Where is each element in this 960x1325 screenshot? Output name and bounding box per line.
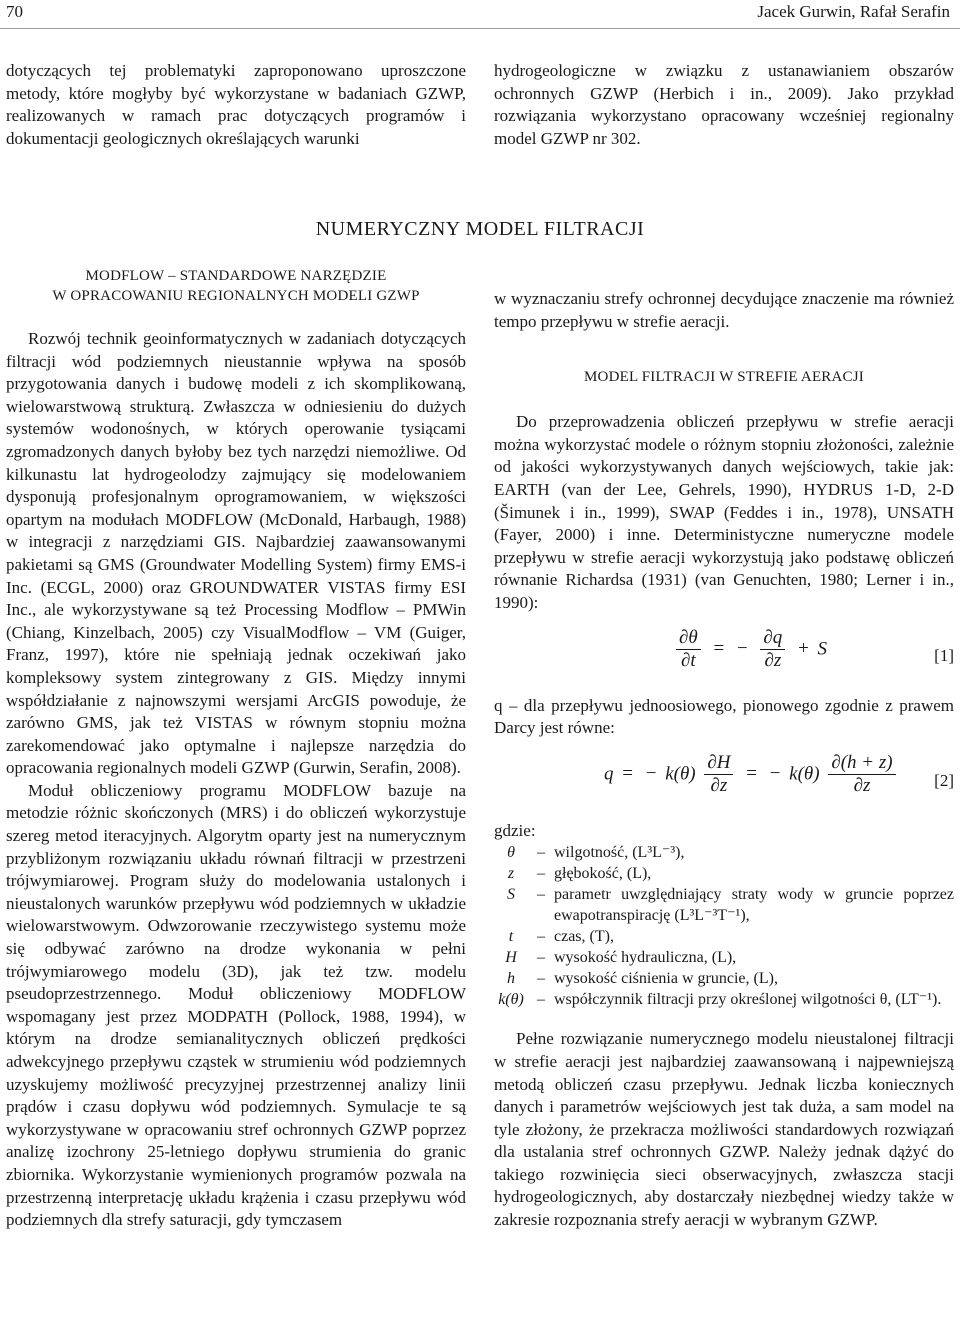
- equation-1: [494, 627, 954, 687]
- symbol-definitions: [494, 820, 954, 1011]
- definition-item: t – czas, (T),: [508, 928, 614, 946]
- paragraph: Pełne rozwiązanie numerycznego modelu nieustalonej filtracji w strefie aeracji jest najbardziej zaawansowaną i najpewniejszą metodą obliczeń czasu przepływu. Jednak liczba koniecznych danych i parametrów wejściowych jest tak duża, a sam model na tyle złożony, że przekracza możliwości standardowych rozwiązań dla ustalania stref ochronnych GZWP. Należy jednak dążyć do takiego rozwinięcia sieci obserwacyjnych, zwłaszcza stacji hydrogeologicznych, aby dostarczały niezbędnej wiedzy także w zakresie rozpoznania strefy aeracji w wybranym GZWP.: [494, 1029, 954, 1230]
- definition-item: z – głębokość, (L),: [507, 865, 652, 883]
- definition-item: h – wysokość ciśnienia w gruncie, (L),: [507, 970, 778, 988]
- top-right-column: [494, 60, 954, 150]
- definition-item: S – parametr uwzględniający straty wody w gruncie poprzez ewapotranspirację (L³L⁻³T⁻¹),: [507, 886, 954, 925]
- equation-1-number: [1]: [934, 645, 954, 665]
- equation-2-body: q = − k(θ) $\frac{\partial H}{\partial z}$ = − k(θ) $\frac{\partial(h + z)}{\partial z}$: [604, 752, 900, 798]
- definition-item: θ – wilgotność, (L³L⁻³),: [507, 844, 685, 862]
- page-header: [0, 0, 960, 36]
- subsection-heading: [6, 266, 466, 306]
- paragraph: Rozwój technik geoinformatycznych w zadaniach dotyczących filtracji wód podziemnych nieustannie wpływa na sposób przygotowania danych i budowę modeli z ich skomplikowaną, wielowarstwową strukturą. Zwłaszcza w odniesieniu do dużych systemów wodonośnych, w których operowanie tysiącami zgromadzonych danych byłoby bez tych narzędzi niemożliwe. Od kilkunastu lat hydrogeolodzy zajmujący się modelowaniem dysponują profesjonalnym oprogramowaniem, w większości opartym na modułach MODFLOW (McDonald, Harbaugh, 1988) w integracji z narzędziami GIS. Najbardziej zaawansowanymi pakietami są GMS (Groundwater Modelling System) firmy EMS-i Inc. (ECGL, 2000) oraz GROUNDWATER VISTAS firmy ESI Inc., ale wykorzystywane są też Processing Modflow – PMWin (Chiang, Kinzelbach, 2005) czy VisualModflow – VM (Guiger, Franz, 1997), które nie spełniają jednak oczekiwań jako kompleksowy system zintegrowany z GIS. Między innymi współdziałanie z najnowszymi wersjami ArcGIS powoduje, że zarówno GMS, jak też VISTAS w równym stopniu można zarekomendować jako optymalne i najlepsze narzędzia do opracowania regionalnych modeli GZWP (Gurwin, Serafin, 2008).: [6, 329, 466, 778]
- left-column: [6, 266, 466, 1232]
- subsection-heading: MODEL FILTRACJI W STREFIE AERACJI: [584, 369, 864, 386]
- where-label: gdzie:: [494, 820, 536, 840]
- paragraph: w wyznaczaniu strefy ochronnej decydujące znaczenie ma również tempo przepływu w strefie aeracji.: [494, 289, 954, 331]
- paragraph: q – dla przepływu jednoosiowego, pionowego zgodnie z prawem Darcy jest równe:: [494, 695, 954, 738]
- page-number: 70: [6, 2, 23, 21]
- equation-2: [494, 752, 954, 812]
- top-left-column: [6, 60, 466, 150]
- definition-item: k(θ) – współczynnik filtracji przy określonej wilgotności θ, (LT⁻¹).: [498, 991, 942, 1009]
- subsection-heading-line: W OPRACOWANIU REGIONALNYCH MODELI GZWP: [52, 288, 420, 304]
- definition-item: H – wysokość hydrauliczna, (L),: [505, 949, 737, 967]
- header-rule: [0, 28, 960, 29]
- subsection-heading-line: MODFLOW – STANDARDOWE NARZĘDZIE: [85, 268, 387, 284]
- equation-1-body: $\frac{\partial\theta}{\partial t}$ = − $\frac{\partial q}{\partial z}$ + S: [672, 627, 827, 673]
- paragraph: Moduł obliczeniowy programu MODFLOW bazuje na metodzie różnic skończonych (MRS) i do obliczeń wykorzystuje szereg metod iteracyjnych. Algorytm oparty jest na numerycznym przybliżonym rozwiązaniu układu równań filtracji w przestrzeni trójwymiarowej. Program służy do modelowania ustalonych i nieustalonych warunków przepływu wód podziemnych w układzie wielowarstwowym. Odwzorowanie rzeczywistego systemu może się odbywać zarówno na drodze wykonania w pełni trójwymiarowego modelu (3D), jak też tzw. modelu pseudoprzestrzennego. Moduł obliczeniowy MODFLOW wspomagany jest przez MODPATH (Pollock, 1988, 1994), w którym na drodze semianalitycznych obliczeń prędkości adwekcyjnego przepływu cząstek w strumieniu wód podziemnych uzyskujemy możliwość precyzyjnej przestrzennej analizy linii prądów i czasu dopływu wód podziemnych. Symulacje te są wykorzystywane w opracowaniu stref ochronnych GZWP poprzez analizę izochrony 25-letniego dopływu strumienia do granic zbiornika. Wykorzystanie wymienionych programów pozwala na przestrzenną interpretację układu krążenia i czasu przepływu wód podziemnych dla strefy saturacji, gdy tymczasem: [6, 780, 466, 1230]
- running-head: Jacek Gurwin, Rafał Serafin: [757, 2, 950, 21]
- paragraph: dotyczących tej problematyki zaproponowano uproszczone metody, które mogłyby być wykorzystane w badaniach GZWP, realizowanych w ramach prac dotyczących programów i dokumentacji geologicznych określających warunki: [6, 61, 466, 148]
- right-column: [494, 288, 954, 1232]
- paragraph: hydrogeologiczne w związku z ustanawianiem obszarów ochronnych GZWP (Herbich i in., 2009). Jako przykład rozwiązania wykorzystano opracowany wcześniej regionalny model GZWP nr 302.: [494, 61, 954, 148]
- paragraph: Do przeprowadzenia obliczeń przepływu w strefie aeracji można wykorzystać modele o różnym stopniu złożoności, zależnie od jakości wykorzystywanych danych wejściowych, takie jak: EARTH (van der Lee, Gehrels, 1990), HYDRUS 1-D, 2-D (Šimunek i in., 1999), SWAP (Feddes i in., 1978), UNSATH (Fayer, 2000) i inne. Deterministyczne numeryczne modele przepływu w strefie aeracji wykorzystują jako podstawę obliczeń równanie Richardsa (1931) (van Genuchten, 1980; Lerner i in., 1990):: [494, 412, 954, 612]
- equation-2-number: [2]: [934, 770, 954, 790]
- section-title: NUMERYCZNY MODEL FILTRACJI: [315, 218, 645, 240]
